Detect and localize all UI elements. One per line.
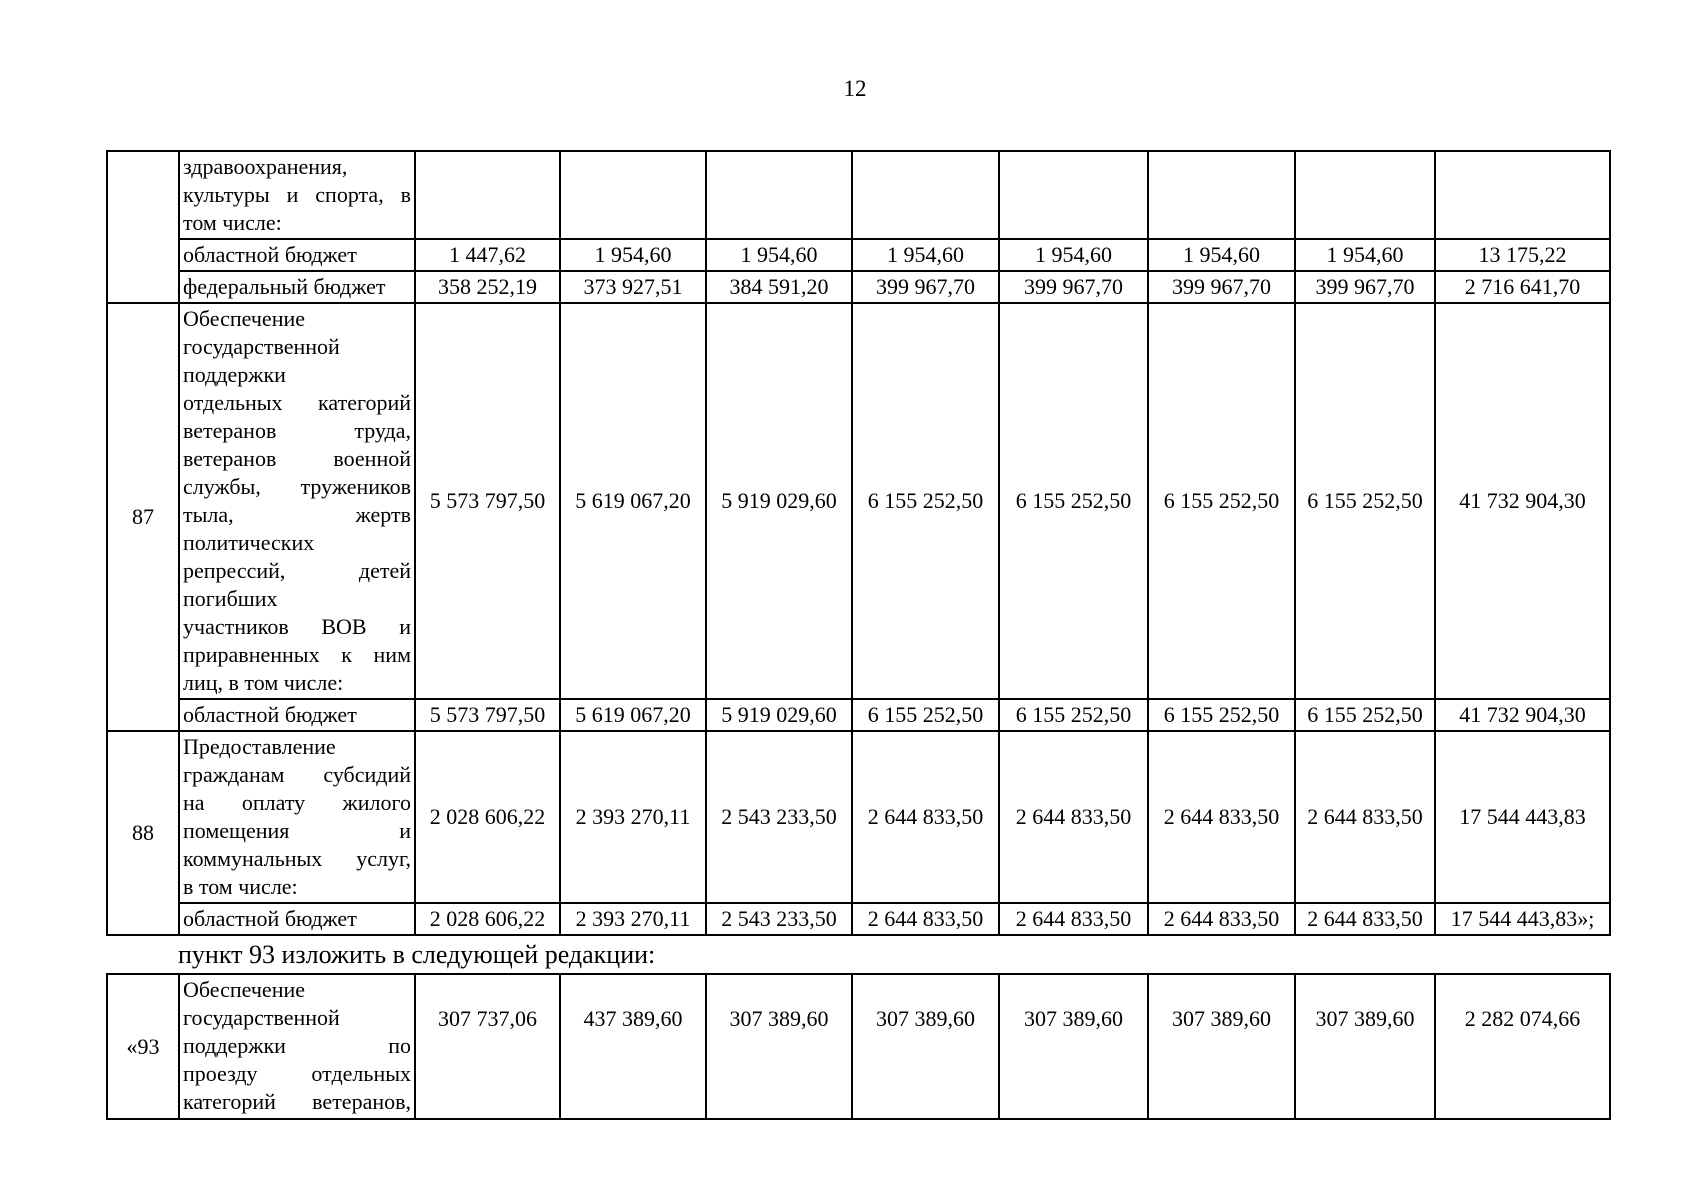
value-cell: 399 967,70 [1295, 271, 1435, 303]
value-cell: 5 619 067,20 [560, 699, 706, 731]
value-cell [999, 151, 1148, 239]
value-cell: 307 389,60 [852, 974, 999, 1119]
value-cell: 384 591,20 [706, 271, 852, 303]
value-cell: 358 252,19 [415, 271, 560, 303]
budget-source-label: областной бюджет [179, 239, 415, 271]
value-cell: 2 028 606,22 [415, 731, 560, 903]
table-row [107, 699, 1610, 731]
value-cell: 1 447,62 [415, 239, 560, 271]
value-cell: 2 282 074,66 [1435, 974, 1610, 1119]
value-cell: 1 954,60 [706, 239, 852, 271]
value-cell: 13 175,22 [1435, 239, 1610, 271]
amendment-note: пункт 93 изложить в следующей редакции: [178, 940, 656, 969]
value-cell: 399 967,70 [1148, 271, 1295, 303]
table-row [107, 974, 1610, 1119]
value-cell: 5 919 029,60 [706, 303, 852, 699]
value-cell: 307 389,60 [1295, 974, 1435, 1119]
value-cell: 6 155 252,50 [999, 699, 1148, 731]
value-cell: 2 644 833,50 [852, 731, 999, 903]
row-index-cell [107, 151, 179, 303]
value-cell: 2 393 270,11 [560, 903, 706, 935]
row-index-cell: «93 [107, 974, 179, 1119]
table-row [107, 151, 1610, 239]
value-cell: 1 954,60 [1148, 239, 1295, 271]
value-cell: 307 389,60 [706, 974, 852, 1119]
value-cell: 6 155 252,50 [1148, 699, 1295, 731]
value-cell: 41 732 904,30 [1435, 303, 1610, 699]
budget-source-label: областной бюджет [179, 903, 415, 935]
value-cell: 399 967,70 [852, 271, 999, 303]
budget-table [106, 150, 1611, 936]
value-cell: 399 967,70 [999, 271, 1148, 303]
value-cell: 1 954,60 [999, 239, 1148, 271]
value-cell: 2 028 606,22 [415, 903, 560, 935]
value-cell: 2 644 833,50 [1148, 731, 1295, 903]
budget-source-label: федеральный бюджет [179, 271, 415, 303]
value-cell [560, 151, 706, 239]
table-row [107, 303, 1610, 699]
value-cell: 307 389,60 [1148, 974, 1295, 1119]
value-cell [1435, 151, 1610, 239]
value-cell: 2 644 833,50 [1295, 731, 1435, 903]
value-cell [1148, 151, 1295, 239]
value-cell: 5 619 067,20 [560, 303, 706, 699]
row-description: Обеспечение государственной поддержки отдельных категорий ветеранов труда, ветеранов военной службы, тружеников тыла, жертв политических репрессий, детей погибших участников ВОВ и приравненных к ним лиц, в том числе: [179, 303, 415, 699]
value-cell [706, 151, 852, 239]
value-cell: 1 954,60 [560, 239, 706, 271]
value-cell: 307 737,06 [415, 974, 560, 1119]
table-row [107, 903, 1610, 935]
value-cell: 17 544 443,83»; [1435, 903, 1610, 935]
value-cell: 41 732 904,30 [1435, 699, 1610, 731]
value-cell: 1 954,60 [852, 239, 999, 271]
row-index-cell: 88 [107, 731, 179, 935]
value-cell: 6 155 252,50 [999, 303, 1148, 699]
value-cell: 2 644 833,50 [852, 903, 999, 935]
table-row [107, 271, 1610, 303]
value-cell: 1 954,60 [1295, 239, 1435, 271]
value-cell: 2 644 833,50 [1148, 903, 1295, 935]
row-description: Предоставление гражданам субсидий на оплату жилого помещения и коммунальных услуг, в том числе: [179, 731, 415, 903]
value-cell: 6 155 252,50 [1148, 303, 1295, 699]
row-description: здравоохранения, культуры и спорта, в том числе: [179, 151, 415, 239]
value-cell: 373 927,51 [560, 271, 706, 303]
value-cell: 2 644 833,50 [999, 903, 1148, 935]
value-cell: 6 155 252,50 [1295, 303, 1435, 699]
value-cell [852, 151, 999, 239]
page-number: 12 [843, 76, 867, 101]
value-cell: 2 543 233,50 [706, 903, 852, 935]
row-description: Обеспечение государственной поддержки по проезду отдельных категорий ветеранов, [179, 974, 415, 1119]
value-cell: 5 919 029,60 [706, 699, 852, 731]
row-index-cell: 87 [107, 303, 179, 731]
table-row [107, 731, 1610, 903]
budget-source-label: областной бюджет [179, 699, 415, 731]
value-cell: 307 389,60 [999, 974, 1148, 1119]
value-cell [1295, 151, 1435, 239]
value-cell: 17 544 443,83 [1435, 731, 1610, 903]
value-cell: 5 573 797,50 [415, 699, 560, 731]
value-cell: 6 155 252,50 [852, 699, 999, 731]
value-cell: 2 543 233,50 [706, 731, 852, 903]
budget-table-item-93 [106, 973, 1611, 1120]
value-cell [415, 151, 560, 239]
value-cell: 437 389,60 [560, 974, 706, 1119]
value-cell: 6 155 252,50 [1295, 699, 1435, 731]
value-cell: 2 716 641,70 [1435, 271, 1610, 303]
value-cell: 5 573 797,50 [415, 303, 560, 699]
value-cell: 2 644 833,50 [1295, 903, 1435, 935]
table-row [107, 239, 1610, 271]
value-cell: 6 155 252,50 [852, 303, 999, 699]
value-cell: 2 393 270,11 [560, 731, 706, 903]
value-cell: 2 644 833,50 [999, 731, 1148, 903]
